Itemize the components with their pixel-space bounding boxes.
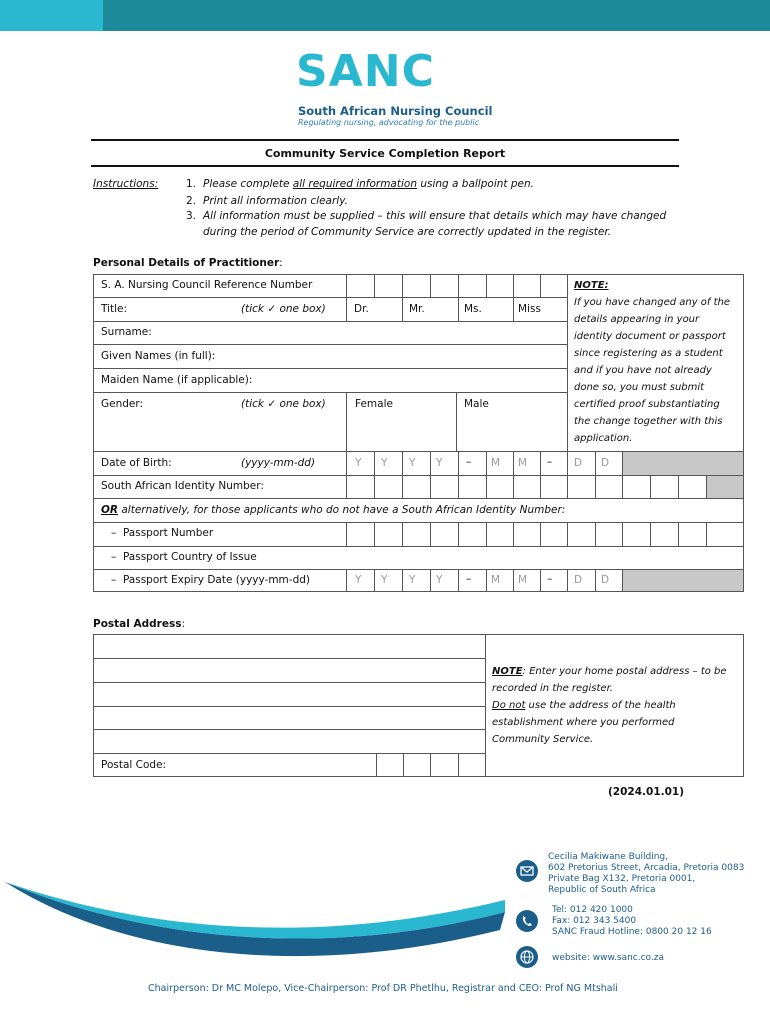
given-names-label: Given Names (in full): bbox=[101, 350, 216, 362]
passport-country-label: – Passport Country of Issue bbox=[111, 551, 257, 563]
postal-address-heading: Postal Address: bbox=[93, 618, 186, 630]
expiry-m2[interactable]: M bbox=[518, 574, 528, 586]
postal-line-1[interactable] bbox=[94, 635, 484, 657]
gender-option-male[interactable]: Male bbox=[464, 398, 489, 410]
dob-m2[interactable]: M bbox=[518, 457, 528, 469]
passport-country-input[interactable] bbox=[347, 547, 743, 569]
phone-icon bbox=[516, 910, 538, 932]
expiry-dash-2: – bbox=[547, 573, 553, 585]
footer-swoosh bbox=[0, 870, 510, 980]
dob-label: Date of Birth: bbox=[101, 457, 172, 469]
passport-number-input[interactable] bbox=[347, 523, 743, 546]
dob-y1[interactable]: Y bbox=[355, 457, 362, 469]
instr-num-2: 2. bbox=[186, 195, 197, 207]
form-title: Community Service Completion Report bbox=[91, 139, 679, 167]
dob-d2[interactable]: D bbox=[601, 457, 610, 469]
expiry-m1[interactable]: M bbox=[491, 574, 501, 586]
postal-note-1: NOTE: Enter your home postal address – to be bbox=[492, 666, 727, 677]
footer-address-2: 602 Pretorius Street, Arcadia, Pretoria 0083 bbox=[548, 863, 745, 873]
top-banner bbox=[0, 0, 770, 31]
dob-dash-2: – bbox=[547, 456, 553, 468]
logo-tagline: Regulating nursing, advocating for the public bbox=[298, 118, 480, 127]
dob-y2[interactable]: Y bbox=[381, 457, 388, 469]
postal-line-2[interactable] bbox=[94, 659, 484, 681]
instr-num-1: 1. bbox=[186, 178, 197, 190]
postal-note-3: Do not use the address of the health bbox=[492, 700, 676, 711]
dob-m1[interactable]: M bbox=[491, 457, 501, 469]
footer-tel: Tel: 012 420 1000 bbox=[552, 905, 633, 915]
gender-tick-hint: (tick ✓ one box) bbox=[241, 398, 326, 410]
surname-label: Surname: bbox=[101, 326, 152, 338]
or-alternative-text: OR alternatively, for those applicants who do not have a South African Identity Number: bbox=[101, 504, 566, 516]
dob-y4[interactable]: Y bbox=[436, 457, 443, 469]
expiry-d1[interactable]: D bbox=[574, 574, 583, 586]
instruction-2: Print all information clearly. bbox=[203, 195, 348, 207]
instruction-3b: during the period of Community Service are correctly updated in the register. bbox=[203, 226, 612, 238]
note-line-2: details appearing in your bbox=[574, 314, 700, 325]
title-option-ms[interactable]: Ms. bbox=[464, 303, 482, 315]
expiry-y1[interactable]: Y bbox=[355, 574, 362, 586]
dob-format-hint: (yyyy-mm-dd) bbox=[241, 457, 316, 469]
postal-note-4: establishment where you performed bbox=[492, 717, 675, 728]
reference-number-input[interactable] bbox=[347, 275, 567, 297]
instruction-3a: All information must be supplied – this will ensure that details which may have changed bbox=[203, 210, 667, 222]
instructions-label: Instructions: bbox=[93, 178, 159, 190]
postal-note-2: recorded in the register. bbox=[492, 683, 613, 694]
footer-address-3: Private Bag X132, Pretoria 0001, bbox=[548, 874, 696, 884]
note-line-6: done so, you must submit bbox=[574, 382, 705, 393]
mail-icon bbox=[516, 860, 538, 882]
instr-num-3: 3. bbox=[186, 210, 197, 222]
sa-id-input[interactable] bbox=[347, 476, 705, 498]
title-label: Title: bbox=[101, 303, 128, 315]
postal-line-4[interactable] bbox=[94, 707, 484, 728]
title-option-dr[interactable]: Dr. bbox=[354, 303, 369, 315]
footer-address-4: Republic of South Africa bbox=[548, 885, 656, 895]
postal-code-input[interactable] bbox=[377, 754, 484, 776]
footer-officials: Chairperson: Dr MC Molepo, Vice-Chairperson: Prof DR Phetlhu, Registrar and CEO: Prof NG Mtshali bbox=[148, 983, 618, 994]
note-line-9: application. bbox=[574, 433, 633, 444]
passport-expiry-label: – Passport Expiry Date (yyyy-mm-dd) bbox=[111, 574, 310, 586]
footer-address-1: Cecilia Makiwane Building, bbox=[548, 852, 668, 862]
note-line-1: If you have changed any of the bbox=[574, 297, 731, 308]
expiry-d2[interactable]: D bbox=[601, 574, 610, 586]
form-version: (2024.01.01) bbox=[608, 786, 685, 798]
title-option-miss[interactable]: Miss bbox=[518, 303, 541, 315]
note-line-8: the change together with this bbox=[574, 416, 723, 427]
gender-label: Gender: bbox=[101, 398, 144, 410]
note-line-7: certified proof substantiating bbox=[574, 399, 720, 410]
dob-y3[interactable]: Y bbox=[409, 457, 416, 469]
maiden-name-label: Maiden Name (if applicable): bbox=[101, 374, 253, 386]
title-option-mr[interactable]: Mr. bbox=[409, 303, 425, 315]
dob-dash-1: – bbox=[466, 456, 472, 468]
passport-number-label: – Passport Number bbox=[111, 527, 214, 539]
note-line-4: since registering as a student bbox=[574, 348, 723, 359]
globe-icon bbox=[516, 946, 538, 968]
postal-code-label: Postal Code: bbox=[101, 759, 167, 771]
title-tick-hint: (tick ✓ one box) bbox=[241, 303, 326, 315]
postal-line-3[interactable] bbox=[94, 683, 484, 705]
top-banner-accent bbox=[0, 0, 103, 31]
logo-wordmark: SANC bbox=[296, 46, 435, 97]
sanc-logo bbox=[296, 46, 493, 130]
expiry-y2[interactable]: Y bbox=[381, 574, 388, 586]
instruction-1: Please complete all required information using a ballpoint pen. bbox=[203, 178, 534, 190]
postal-line-5[interactable] bbox=[94, 730, 484, 752]
expiry-dash-1: – bbox=[466, 573, 472, 585]
note-line-5: and if you have not already bbox=[574, 365, 712, 376]
footer-hotline: SANC Fraud Hotline: 0800 20 12 16 bbox=[552, 927, 712, 937]
footer-fax: Fax: 012 343 5400 bbox=[552, 916, 637, 926]
expiry-y3[interactable]: Y bbox=[409, 574, 416, 586]
postal-note-5: Community Service. bbox=[492, 734, 594, 745]
gender-option-female[interactable]: Female bbox=[355, 398, 393, 410]
expiry-y4[interactable]: Y bbox=[436, 574, 443, 586]
personal-details-heading: Personal Details of Practitioner: bbox=[93, 257, 283, 269]
logo-name: South African Nursing Council bbox=[298, 104, 493, 118]
footer-website[interactable]: website: www.sanc.co.za bbox=[552, 953, 664, 963]
dob-d1[interactable]: D bbox=[574, 457, 583, 469]
sa-id-label: South African Identity Number: bbox=[101, 480, 264, 492]
reference-number-label: S. A. Nursing Council Reference Number bbox=[101, 279, 313, 291]
note-title: NOTE: bbox=[574, 280, 609, 291]
note-line-3: identity document or passport bbox=[574, 331, 726, 342]
